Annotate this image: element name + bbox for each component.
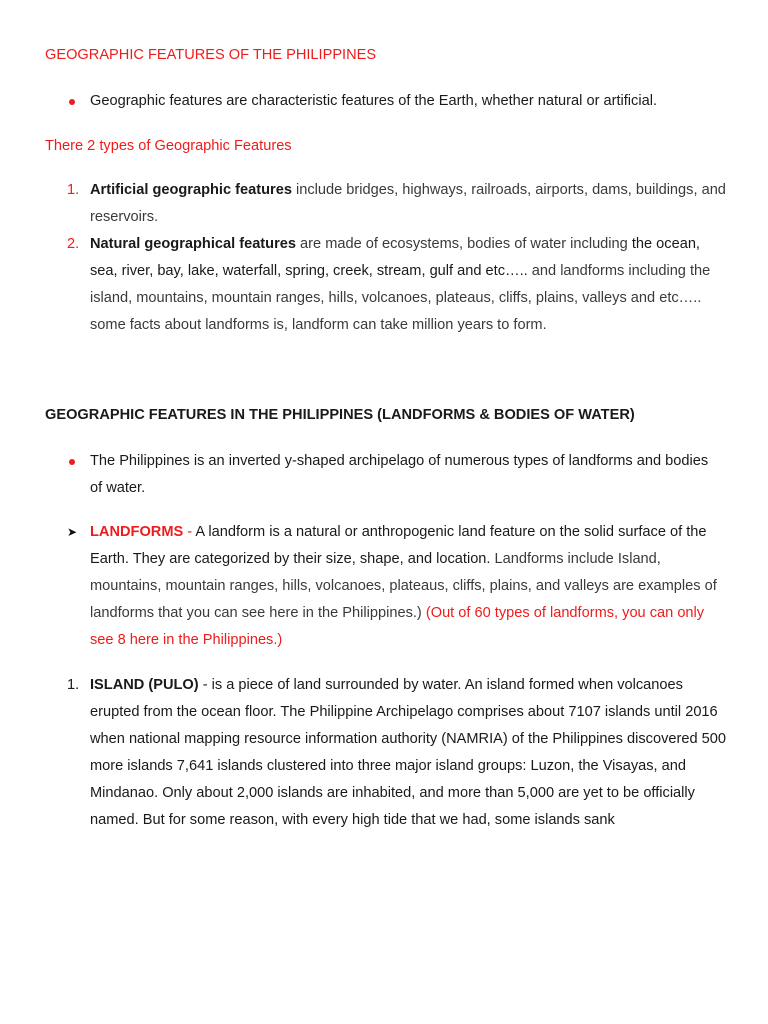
list-item-text: and landforms including the island, mountains, mountain ranges, hills, volcanoes, plateaus, cliffs, plains, valleys and etc….. some facts about landforms is, landform can take million years to form. [90, 263, 711, 333]
list-item-text: include bridges, highways, railroads, airports, dams, buildings, and reservoirs. [90, 182, 726, 225]
bullet-text: The Philippines is an inverted y-shaped archipelago of numerous types of landforms and bodies of water. [90, 453, 709, 496]
landforms-note: (Out of 60 types of landforms, you can only see 8 here in the Philippines.) [90, 605, 705, 648]
section-heading: GEOGRAPHIC FEATURES IN THE PHILIPPINES (LANDFORMS & BODIES OF WATER) [45, 407, 635, 423]
list-item-artificial [90, 177, 730, 231]
landforms-dash: - [183, 524, 196, 540]
list-number: 1. [67, 677, 80, 693]
landforms-paragraph [90, 519, 725, 654]
island-label: ISLAND (PULO) [90, 677, 199, 693]
bullet-text: Geographic features are characteristic features of the Earth, whether natural or artificial. [90, 93, 658, 109]
list-number: 2. [67, 236, 80, 252]
red-bullet-icon [69, 459, 75, 465]
list-item-bold-term: Natural geographical features [90, 236, 296, 252]
document-title: GEOGRAPHIC FEATURES OF THE PHILIPPINES [45, 47, 377, 63]
list-item-bold-term: Artificial geographic features [90, 182, 292, 198]
section-subheading: There 2 types of Geographic Features [45, 138, 292, 154]
island-paragraph [90, 672, 728, 834]
landforms-label: LANDFORMS [90, 524, 184, 540]
list-item-text: are made of ecosystems, bodies of water including [296, 236, 632, 252]
red-bullet-icon [69, 99, 75, 105]
list-number: 1. [67, 182, 80, 198]
list-item-text: the ocean, sea, river, bay, lake, waterfall, spring, creek, stream, gulf and etc….. [90, 236, 700, 279]
island-text: - is a piece of land surrounded by water. An island formed when volcanoes erupted from the ocean floor. The Philippine Archipelago comprises about 7107 islands until 2016 when national mapping resource information authority (NAMRIA) of the Philippines discovered 500 more islands 7,641 islands clustered into three major island groups: Luzon, the Visayas, and Mindanao. Only about 2,000 islands are inhabited, and more than 5,000 are yet to be officially named. But for some reason, with every high tide that we had, some islands sank [90, 677, 726, 828]
arrow-bullet-icon: ➤ [67, 525, 78, 539]
landforms-text: Landforms include Island, mountains, mountain ranges, hills, volcanoes, plateaus, cliffs, plains, and valleys are examples of landforms that you can see here in the Philippines.) [90, 551, 717, 621]
list-item-natural [90, 231, 730, 339]
landforms-text: A landform is a natural or anthropogenic land feature on the solid surface of the Earth. They are categorized by their size, shape, and location. [90, 524, 707, 567]
